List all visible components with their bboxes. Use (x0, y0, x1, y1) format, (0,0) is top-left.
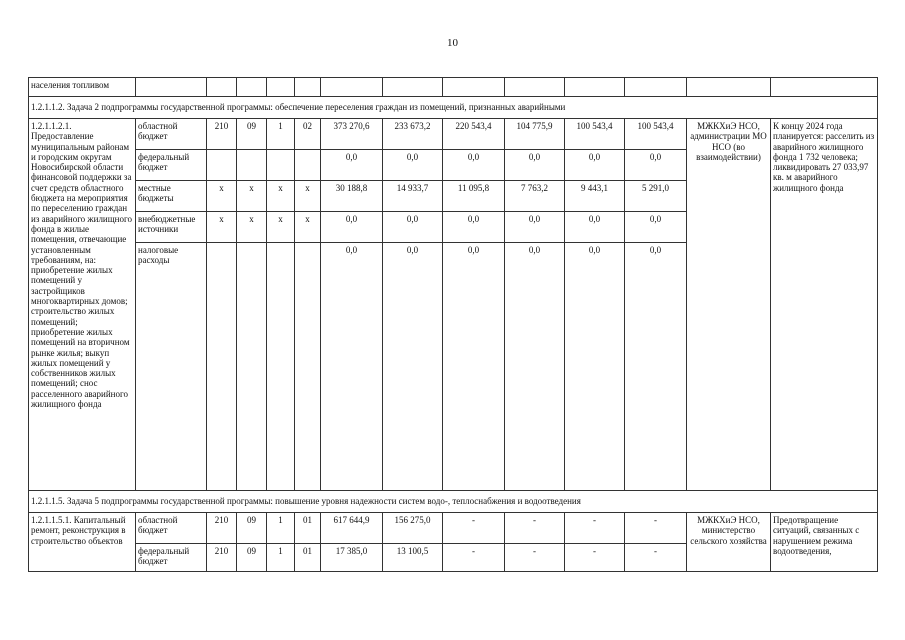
amount-cell: 17 385,0 (321, 544, 383, 572)
code-cell (267, 243, 295, 491)
page-number: 10 (447, 37, 458, 49)
expected-result: Предотвращение ситуаций, связанных с нарушением режима водоотведения, (771, 513, 878, 572)
amount-cell: 0,0 (321, 150, 383, 181)
amount-cell: 100 543,4 (625, 119, 687, 150)
code-cell: 1 (267, 544, 295, 572)
code-cell (295, 243, 321, 491)
code-cell (207, 243, 237, 491)
task-header-row (29, 491, 878, 513)
amount-cell: 617 644,9 (321, 513, 383, 544)
funding-source: внебюджетные источники (136, 212, 207, 243)
code-cell: 09 (237, 544, 267, 572)
amount-cell: - (625, 544, 687, 572)
amount-cell: - (565, 544, 625, 572)
continuation-row (29, 78, 878, 97)
expected-result: К концу 2024 года планируется: расселить из аварийного жилищного фонда 1 732 человека; ликвидировать 27 033,97 кв. м аварийного жилищного фонда (771, 119, 878, 491)
funding-source: федеральный бюджет (136, 150, 207, 181)
code-cell (207, 150, 237, 181)
amount-cell: 0,0 (625, 212, 687, 243)
code-cell: x (237, 181, 267, 212)
code-cell: x (207, 212, 237, 243)
continuation-text: населения топливом (29, 78, 136, 97)
task-header-row (29, 97, 878, 119)
code-cell: 09 (237, 119, 267, 150)
code-cell: x (267, 181, 295, 212)
amount-cell: 220 543,4 (443, 119, 505, 150)
table-row (29, 513, 878, 544)
amount-cell: - (505, 544, 565, 572)
amount-cell: 156 275,0 (383, 513, 443, 544)
table-row (29, 119, 878, 150)
amount-cell: 0,0 (321, 212, 383, 243)
code-cell (267, 150, 295, 181)
responsible-party: МЖКХиЭ НСО, администрации МО НСО (во взаимодействии) (687, 119, 771, 491)
responsible-party: МЖКХиЭ НСО, министерство сельского хозяйства (687, 513, 771, 572)
code-cell: 01 (295, 513, 321, 544)
amount-cell: 100 543,4 (565, 119, 625, 150)
amount-cell: 30 188,8 (321, 181, 383, 212)
code-cell: 210 (207, 119, 237, 150)
code-cell: x (207, 181, 237, 212)
code-cell: 01 (295, 544, 321, 572)
code-cell: 1 (267, 513, 295, 544)
amount-cell: - (443, 513, 505, 544)
amount-cell: 0,0 (443, 150, 505, 181)
amount-cell: 5 291,0 (625, 181, 687, 212)
amount-cell: 0,0 (383, 212, 443, 243)
amount-cell: 0,0 (505, 212, 565, 243)
code-cell: x (237, 212, 267, 243)
amount-cell: 9 443,1 (565, 181, 625, 212)
code-cell: 1 (267, 119, 295, 150)
amount-cell: 0,0 (565, 243, 625, 491)
amount-cell: 7 763,2 (505, 181, 565, 212)
code-cell (237, 150, 267, 181)
amount-cell: 233 673,2 (383, 119, 443, 150)
code-cell: x (295, 212, 321, 243)
program-table (28, 77, 878, 572)
amount-cell: 11 095,8 (443, 181, 505, 212)
amount-cell: 13 100,5 (383, 544, 443, 572)
task-5-header: 1.2.1.1.5. Задача 5 подпрограммы государственной программы: повышение уровня надежности систем водо-, теплоснабжения и водоотведения (29, 491, 878, 513)
amount-cell: 0,0 (505, 150, 565, 181)
funding-source: местные бюджеты (136, 181, 207, 212)
funding-source: областной бюджет (136, 513, 207, 544)
code-cell (237, 243, 267, 491)
code-cell: x (267, 212, 295, 243)
amount-cell: 0,0 (443, 212, 505, 243)
amount-cell: 0,0 (443, 243, 505, 491)
task-2-header: 1.2.1.1.2. Задача 2 подпрограммы государственной программы: обеспечение переселения граждан из помещений, признанных аварийными (29, 97, 878, 119)
code-cell: 210 (207, 544, 237, 572)
funding-source: налоговые расходы (136, 243, 207, 491)
amount-cell: 0,0 (321, 243, 383, 491)
action-description: 1.2.1.1.2.1. Предоставление муниципальным районам и городским округам Новосибирской области финансовой поддержки за счет средств областного бюджета на мероприятия по переселению граждан из аварийного жилищного фонда в жилые помещения, отвечающие установленным требованиям, на: приобретение жилых помещений у застройщиков многоквартирных домов; строительство жилых помещений; приобретение жилых помещений на вторичном рынке жилья; выкуп жилых помещений у собственников жилых помещений; снос расселенного аварийного жилищного фонда (29, 119, 136, 491)
funding-source: федеральный бюджет (136, 544, 207, 572)
amount-cell: - (565, 513, 625, 544)
amount-cell: 0,0 (505, 243, 565, 491)
amount-cell: 14 933,7 (383, 181, 443, 212)
amount-cell: 0,0 (565, 212, 625, 243)
code-cell: 02 (295, 119, 321, 150)
amount-cell: 0,0 (383, 150, 443, 181)
amount-cell: - (443, 544, 505, 572)
code-cell: x (295, 181, 321, 212)
amount-cell: 373 270,6 (321, 119, 383, 150)
amount-cell: - (625, 513, 687, 544)
code-cell (295, 150, 321, 181)
funding-source: областной бюджет (136, 119, 207, 150)
amount-cell: - (505, 513, 565, 544)
code-cell: 09 (237, 513, 267, 544)
action-description: 1.2.1.1.5.1. Капитальный ремонт, реконструкция в строительство объектов (29, 513, 136, 572)
amount-cell: 0,0 (625, 243, 687, 491)
amount-cell: 0,0 (565, 150, 625, 181)
code-cell: 210 (207, 513, 237, 544)
amount-cell: 0,0 (625, 150, 687, 181)
amount-cell: 104 775,9 (505, 119, 565, 150)
amount-cell: 0,0 (383, 243, 443, 491)
